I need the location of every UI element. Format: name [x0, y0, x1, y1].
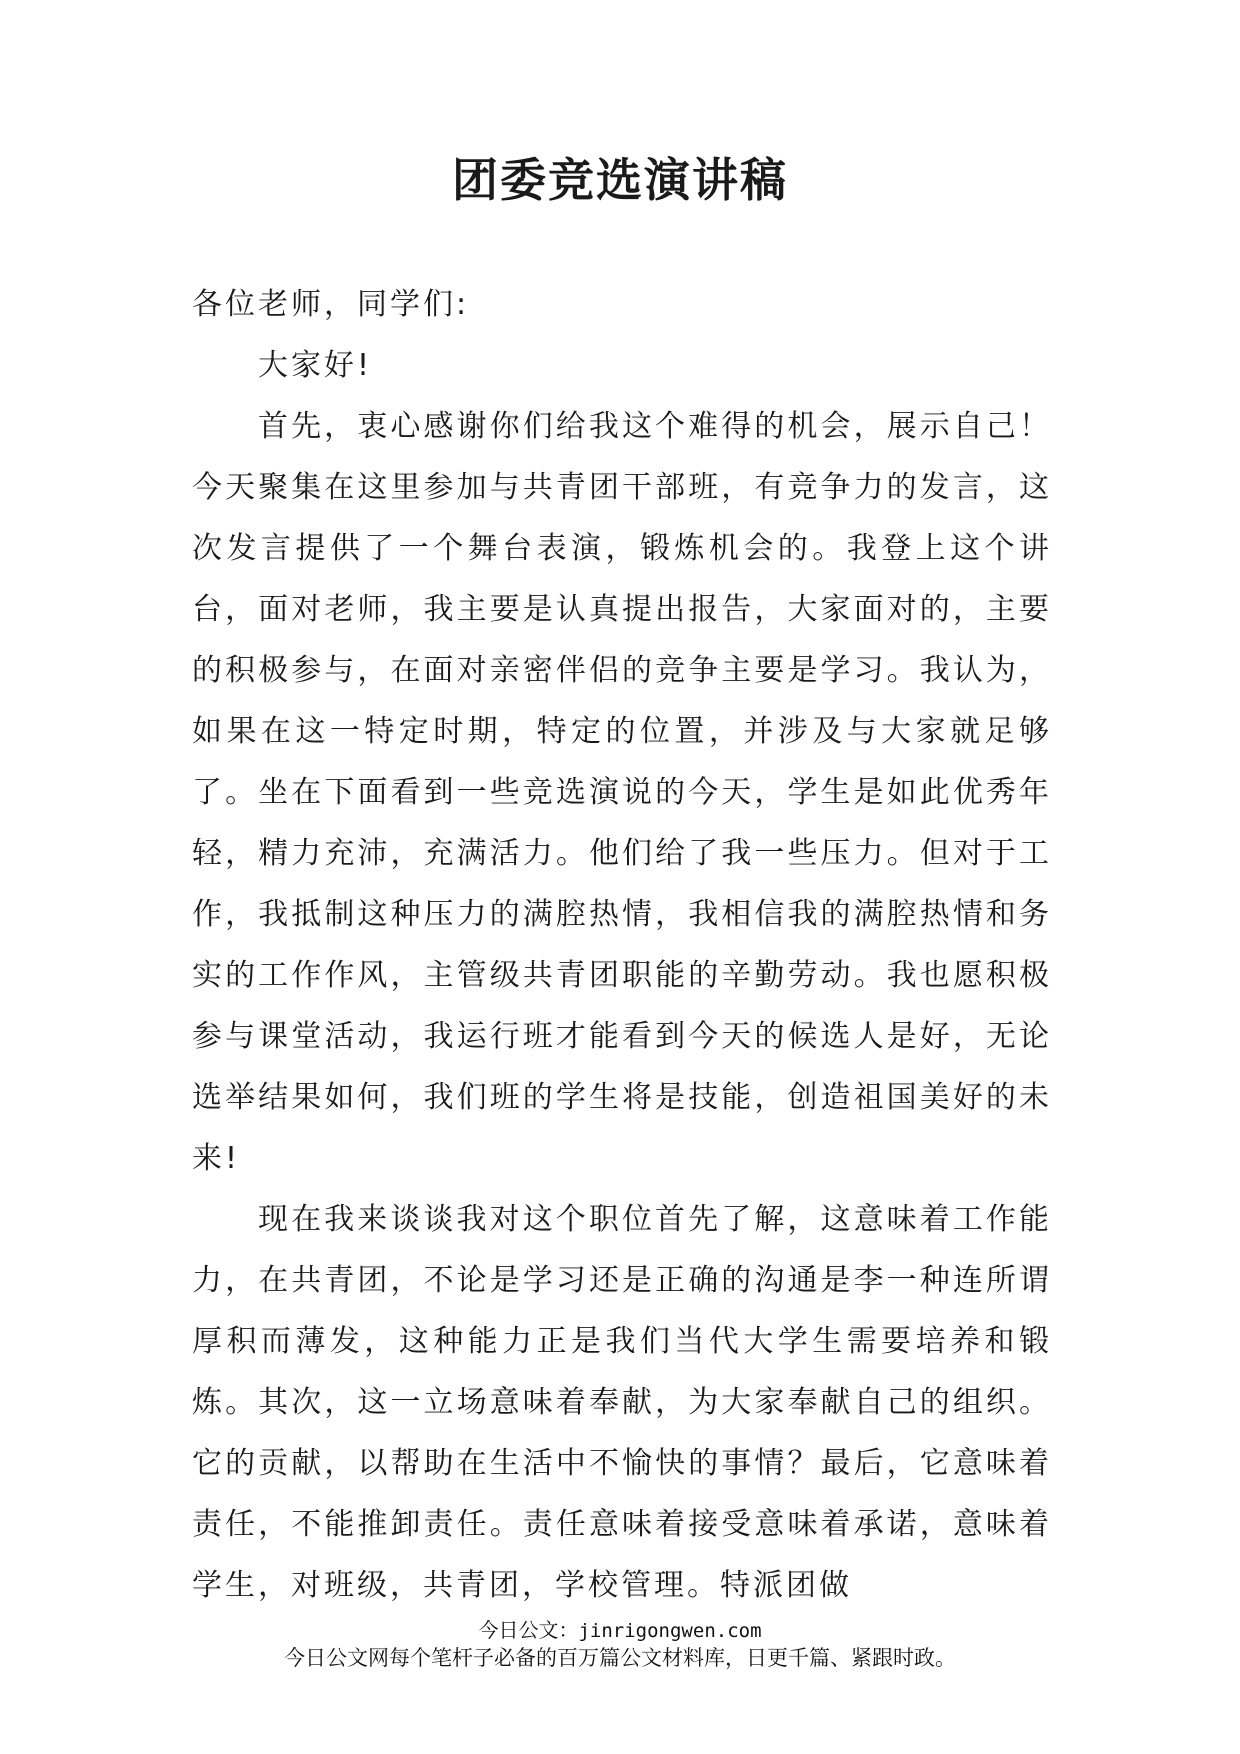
paragraph-1: 首先，衷心感谢你们给我这个难得的机会，展示自己！今天聚集在这里参加与共青团干部班，有竞争力的发言，这次发言提供了一个舞台表演，锻炼机会的。我登上这个讲台，面对老师，我主要是认真提出报告，大家面对的，主要的积极参与，在面对亲密伴侣的竞争主要是学习。我认为，如果在这一特定时期，特定的位置，并涉及与大家就足够了。坐在下面看到一些竞选演说的今天，学生是如此优秀年轻，精力充沛，充满活力。他们给了我一些压力。但对于工作，我抵制这种压力的满腔热情，我相信我的满腔热情和务实的工作作风，主管级共青团职能的辛勤劳动。我也愿积极参与课堂活动，我运行班才能看到今天的候选人是好，无论选举结果如何，我们班的学生将是技能，创造祖国美好的未来! [192, 409, 1052, 1176]
document-body [192, 274, 1052, 1616]
footer-site-line [0, 1614, 1240, 1643]
salutation: 各位老师，同学们: [192, 287, 470, 322]
greeting: 大家好! [258, 348, 373, 383]
footer-site-label: 今日公文： [478, 1618, 579, 1642]
document-title: 团委竞选演讲稿 [452, 153, 788, 207]
paragraph-2: 现在我来谈谈我对这个职位首先了解，这意味着工作能力，在共青团，不论是学习还是正确的沟通是李一种连所谓厚积而薄发，这种能力正是我们当代大学生需要培养和锻炼。其次，这一立场意味着奉献，为大家奉献自己的组织。它的贡献，以帮助在生活中不愉快的事情？最后，它意味着责任，不能推卸责任。责任意味着接受意味着承诺，意味着学生，对班级，共青团，学校管理。特派团做 [192, 1202, 1052, 1603]
footer-site-url[interactable]: jinrigongwen.com [578, 1620, 762, 1642]
footer-tagline: 今日公文网每个笔杆子必备的百万篇公文材料库，日更千篇、紧跟时政。 [284, 1646, 956, 1670]
